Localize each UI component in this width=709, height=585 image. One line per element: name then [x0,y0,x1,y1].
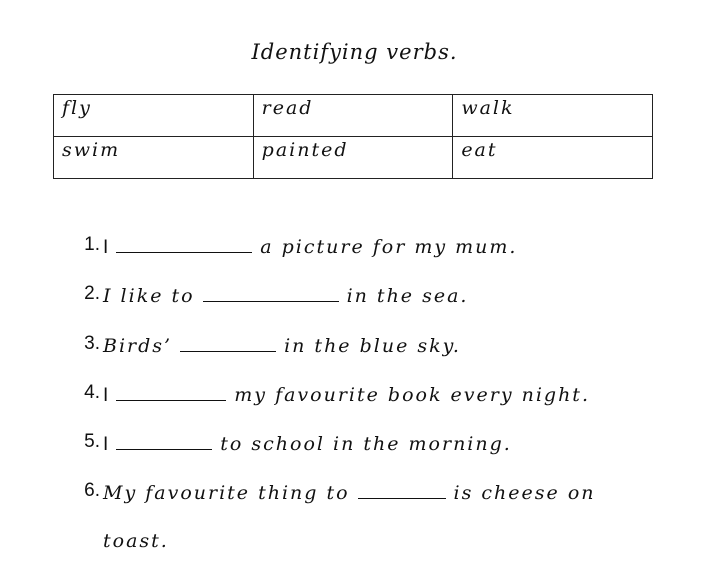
answer-blank[interactable] [116,234,252,253]
answer-blank[interactable] [116,382,226,401]
table-cell: swim [54,137,254,179]
question-number: 4. [84,382,100,403]
answer-blank[interactable] [180,333,276,352]
question-text-after: a picture for my mum. [260,236,518,258]
question-number: 2. [84,283,100,304]
question-text-before: I [103,434,109,455]
question-text-after: my favourite book every night. [234,384,590,406]
question-number: 6. [84,480,100,501]
question-number: 3. [84,333,100,354]
question-text-after: in the sea. [346,285,469,307]
question-text-before: I [103,237,109,258]
table-cell: walk [453,95,653,137]
table-cell: fly [54,95,254,137]
table-cell: painted [253,137,453,179]
table-cell: eat [453,137,653,179]
question-text-after: to school in the morning. [220,433,512,455]
question-text-before: My favourite thing to [103,482,350,504]
question-text-after: is cheese on [453,482,596,504]
table-cell: read [253,95,453,137]
question-number: 5. [84,431,100,452]
answer-blank[interactable] [203,283,339,302]
table-row [54,137,653,179]
answer-blank[interactable] [116,431,212,450]
verb-table [53,94,653,179]
question-text-before: I [103,385,109,406]
answer-blank[interactable] [358,480,446,499]
question-text-after: in the blue sky. [284,335,461,357]
question-text-before: I like to [103,285,195,307]
question-text-continuation: toast. [103,530,169,552]
question-text-before: Birds’ [103,335,173,357]
page-title: Identifying verbs. [251,40,458,64]
table-row [54,95,653,137]
question-number: 1. [84,234,100,255]
